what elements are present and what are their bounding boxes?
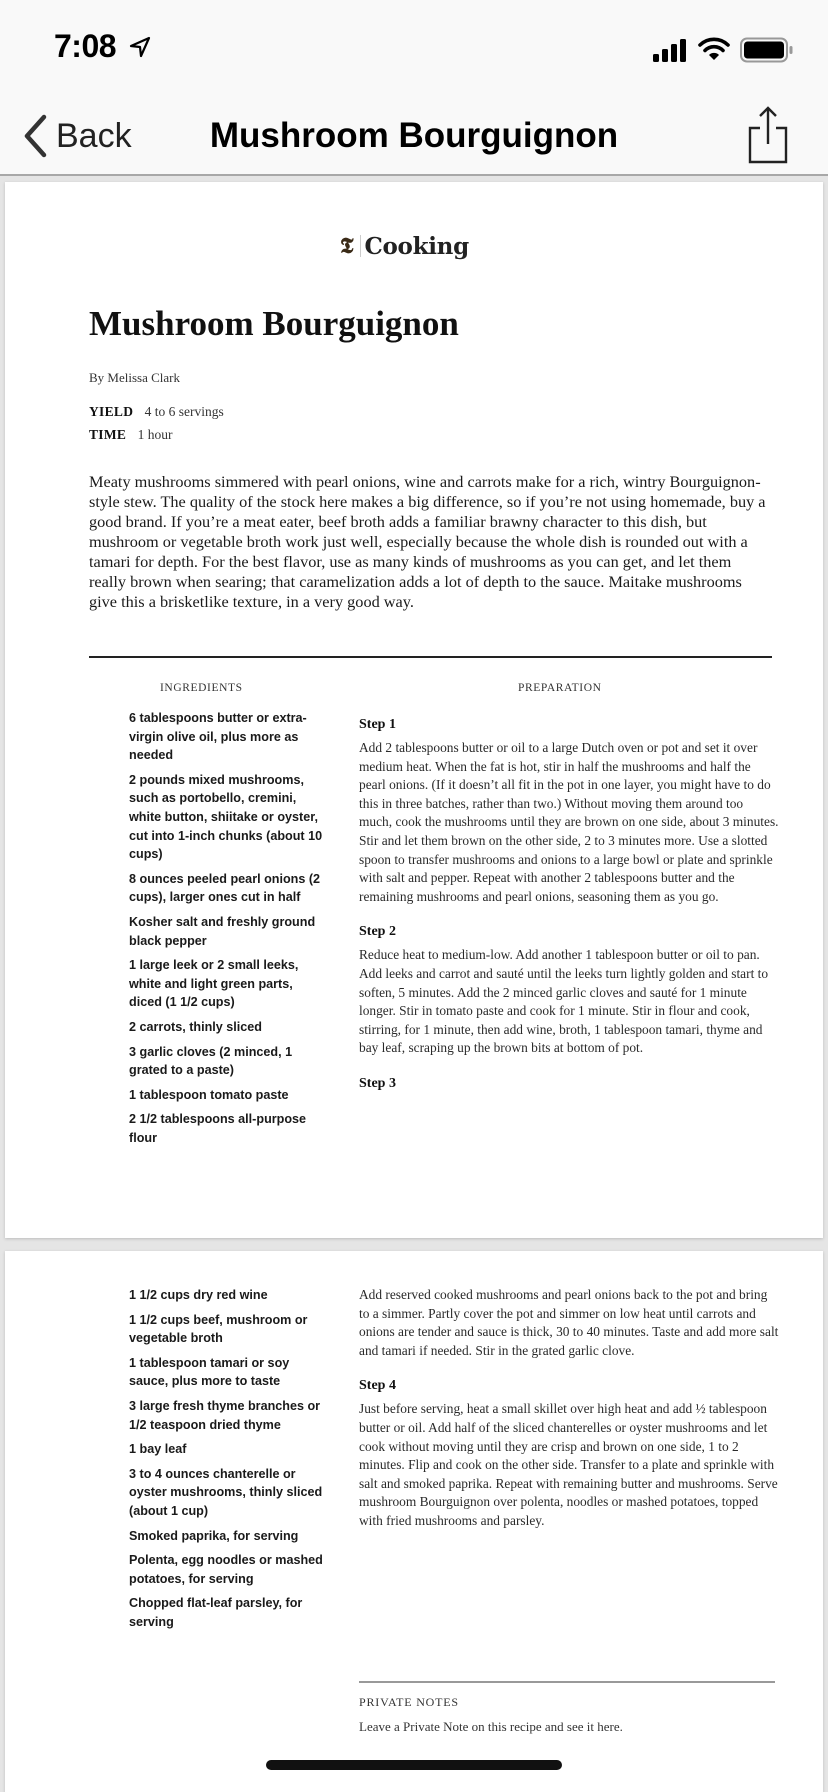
yield-row [89,404,224,420]
status-bar [0,0,828,96]
step-text: Just before serving, heat a small skillet over high heat and add ½ tablespoon butter or oil. Add half of the sliced chanterelles or oyster mushrooms and let cook without moving until they are crisp and brown on one side, 1 to 2 minutes. Flip and cook on the other side. Transfer to a plate and sprinkle with salt and smoked paprika. Repeat with remaining butter and mushrooms. Serve mushroom Bourguignon over polenta, noodles or mashed potatoes, topped with fried mushrooms and parsley. [359,1401,778,1528]
step-title: Step 3 [359,1075,396,1091]
private-notes-text: Leave a Private Note on this recipe and see it here. [359,1719,623,1734]
ingredient-item: Polenta, egg noodles or mashed potatoes, for serving [129,1553,323,1586]
ingredient-item: 2 carrots, thinly sliced [129,1019,262,1034]
ingredient-item: 3 large fresh thyme branches or 1/2 teaspoon dried thyme [129,1398,321,1432]
ingredient-item: 1 1/2 cups beef, mushroom or vegetable broth [129,1312,308,1346]
navigation-bar [0,96,828,176]
step-text: Add reserved cooked mushrooms and pearl onions back to the pot and bring to a simmer. Partly cover the pot and simmer on low heat until carrots and onions are tender and sauce is thick, 30 to 40 minutes. Taste and add more salt and tamari if needed. Stir in the grated garlic clove. [359,1287,779,1358]
nyt-cooking-logo [340,230,469,262]
time-label: TIME [89,427,127,442]
status-time: 7:08 [54,28,117,64]
home-indicator[interactable] [266,1760,562,1770]
step-text: Reduce heat to medium-low. Add another 1 tablespoon butter or oil to pan. Add leeks and carrot and sauté until the leeks turn lightly golden and start to soften, 5 minutes. Add the 2 minced garlic cloves and sauté for 1 minute longer. Stir in tomato paste and cook for 1 minute. Stir in flour and cook, stirring, for 1 minute, then add wine, broth, 1 tablespoon tamari, thyme and bay leaf, scraping up the brown bits at bottom of pot. [359,947,769,1056]
document-page-2 [5,1251,823,1792]
ingredients-heading: INGREDIENTS [160,682,243,694]
ingredient-item: 3 to 4 ounces chanterelle or oyster mushrooms, thinly sliced (about 1 cup) [129,1466,323,1518]
step-text: Add 2 tablespoons butter or oil to a large Dutch oven or pot and set it over medium heat. When the fat is hot, stir in half the mushrooms and half the pearl onions. (If it doesn’t all fit in the pot in one layer, you might have to do this in three batches, rather than two.) Without moving them around too much, cook the mushrooms until they are brown on one side, about 3 minutes. Stir and let them brown on the other side, 2 to 3 minutes more. Use a slotted spoon to transfer mushrooms and onions to a large bowl or plate and sprinkle with salt and pepper. Repeat with another 2 tablespoons butter and the remaining mushrooms and pearl onions, seasoning them as you go. [359,740,779,904]
private-notes-heading: PRIVATE NOTES [359,1695,459,1709]
preparation-column-page-1 [359,709,779,1098]
ingredients-list-page-2 [129,1286,329,1638]
step-title: Step 2 [359,924,396,940]
step-title: Step 1 [359,717,396,732]
ingredient-item: Smoked paprika, for serving [129,1528,299,1543]
section-divider [89,656,772,658]
nyt-t-icon: 𝕿 [340,233,354,259]
yield-value: 4 to 6 servings [144,404,224,419]
byline: By Melissa Clark [89,370,180,385]
ingredient-item: Kosher salt and freshly ground black pepper [129,914,316,948]
ingredient-item: 1 tablespoon tamari or soy sauce, plus more to taste [129,1355,290,1389]
ingredient-item: 1 large leek or 2 small leeks, white and light green parts, diced (1 1/2 cups) [129,958,299,1010]
recipe-intro: Meaty mushrooms simmered with pearl onions, wine and carrots make for a rich, wintry Bourguignon-style stew. The quality of the stock here makes a big difference, so if you’re not using homemade, buy a good brand. If you’re a meat eater, beef broth adds a familiar brawny character to this dish, but mushroom or vegetable broth work just well, especially because the whole dish is rounded out with a tamari for depth. For the best flavor, use as many kinds of mushrooms as you can get, and let them really brown when searing; that caramelization adds a lot of depth to the sauce. Maitake mushrooms give this a brisketlike texture, in a very good way. [89,472,766,611]
battery-icon [740,37,794,63]
ingredient-item: 1 1/2 cups dry red wine [129,1288,268,1302]
time-value: 1 hour [137,427,173,442]
preparation-column-page-2 [359,1286,779,1549]
wifi-icon [698,36,730,62]
logo-wordmark: Cooking [364,232,469,260]
ingredient-item: 6 tablespoons butter or extra-virgin olive oil, plus more as needed [129,711,307,763]
ingredient-item: 1 tablespoon tomato paste [129,1087,289,1102]
share-icon[interactable] [746,104,790,166]
back-button[interactable] [22,110,132,162]
location-arrow-icon [129,36,151,58]
step-title: Step 4 [359,1378,396,1394]
chevron-left-icon [22,114,48,158]
nav-title: Mushroom Bourguignon [209,116,619,155]
ingredient-item: Chopped flat-leaf parsley, for serving [129,1596,303,1629]
ingredient-item: 1 bay leaf [129,1442,187,1457]
document-page-1 [5,182,823,1238]
notes-divider [359,1681,775,1683]
document-viewer[interactable] [0,178,828,1792]
cellular-signal-icon [652,38,688,62]
ingredient-item: 8 ounces peeled pearl onions (2 cups), larger ones cut in half [129,871,321,905]
logo-divider [360,235,361,257]
ingredient-item: 2 pounds mixed mushrooms, such as portobello, cremini, white button, shiitake or oyster, cut into 1-inch chunks (about 10 cups) [129,772,323,862]
time-row [89,427,172,443]
ingredient-item: 2 1/2 tablespoons all-purpose flour [129,1112,307,1145]
recipe-title: Mushroom Bourguignon [89,304,459,343]
ingredients-list-page-1 [129,709,329,1153]
yield-label: YIELD [89,404,134,419]
preparation-heading: PREPARATION [518,682,602,694]
ingredient-item: 3 garlic cloves (2 minced, 1 grated to a paste) [129,1044,293,1078]
back-label: Back [56,116,132,155]
